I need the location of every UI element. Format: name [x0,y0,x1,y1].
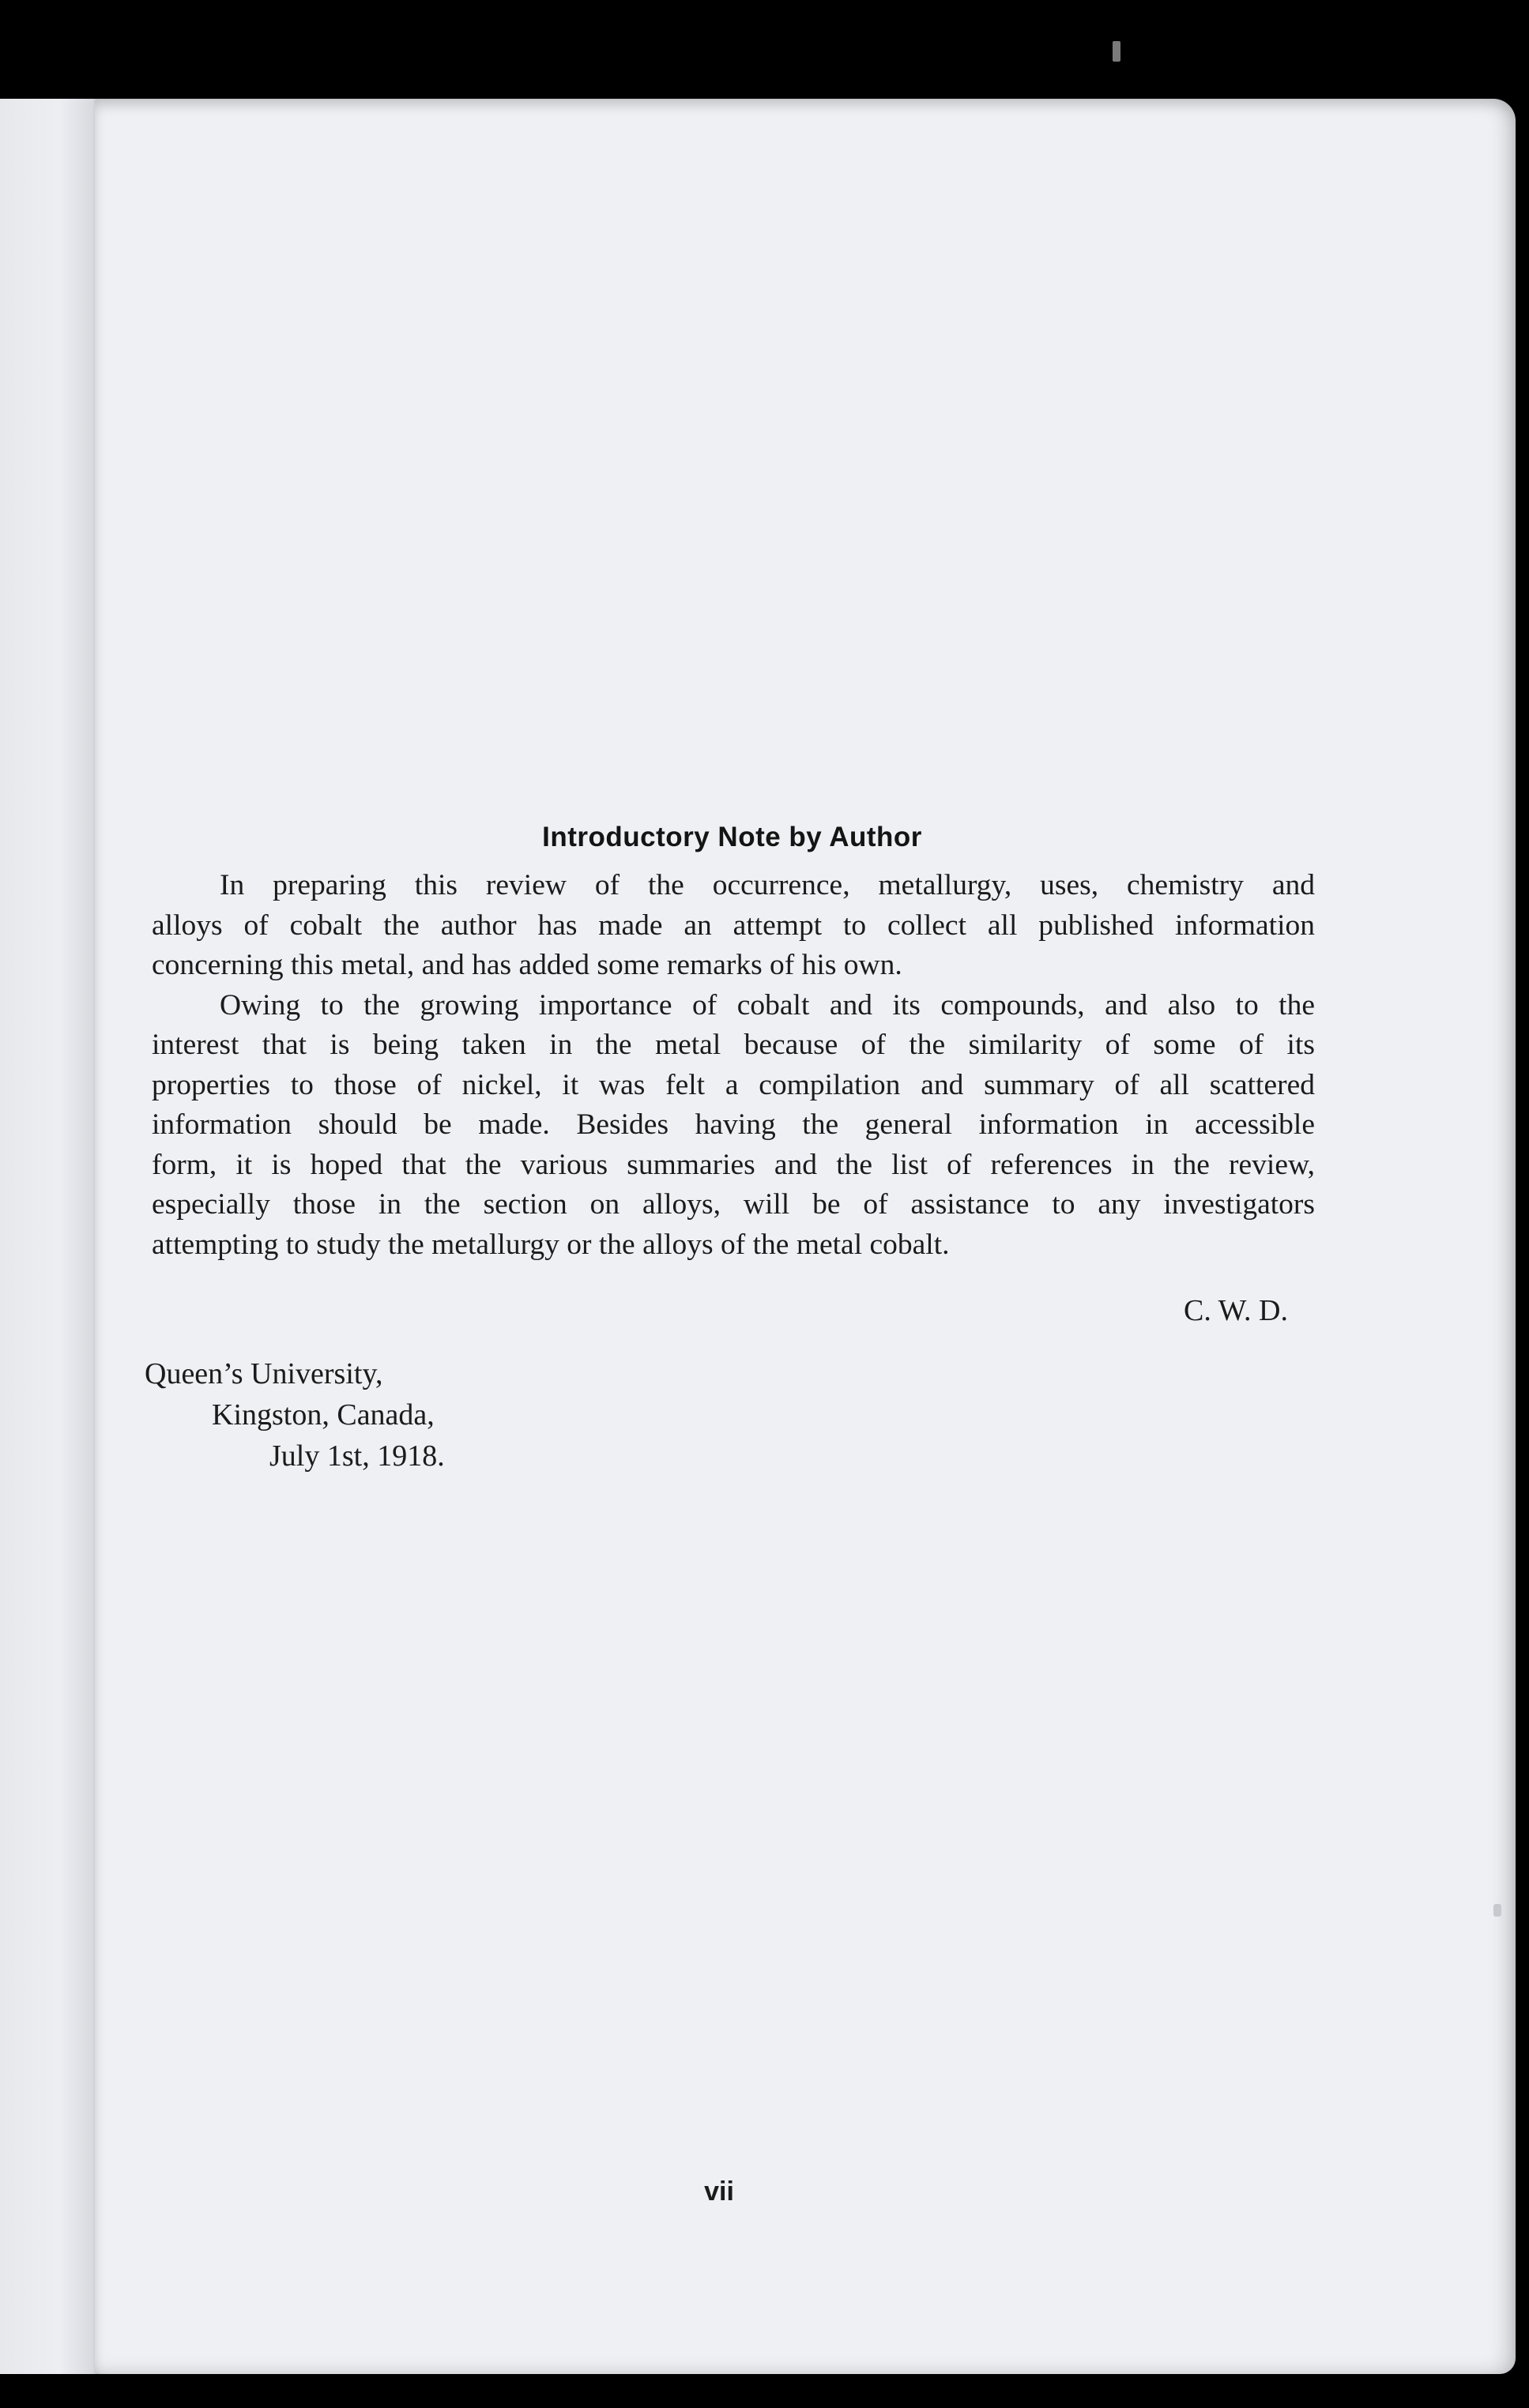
text-line: Owing to the growing importance of cobalt and its compounds, and also to the [220,988,1315,1022]
text-line: interest that is being taken in the metal because of the similarity of some of its [152,1029,1315,1061]
text-line: concerning this metal, and has added some remarks of his own. [152,949,902,981]
page-heading: Introductory Note by Author [542,822,922,852]
body-text [152,866,1315,1265]
text-line: especially those in the section on alloys, will be of assistance to any investigators [152,1188,1315,1221]
address-line: July 1st, 1918. [269,1439,445,1473]
author-signature: C. W. D. [1184,1294,1288,1327]
page-edge-mark [1493,1904,1501,1917]
address-line: Kingston, Canada, [212,1398,435,1432]
text-line: properties to those of nickel, it was felt a compilation and summary of all scattered [152,1068,1315,1101]
address-line: Queen’s University, [145,1357,383,1390]
page-number: vii [704,2177,734,2207]
text-line: form, it is hoped that the various summaries and the list of references in the review, [152,1148,1315,1181]
text-line: In preparing this review of the occurrence, metallurgy, uses, chemistry and [220,869,1315,901]
address-block [145,1353,445,1477]
text-line: attempting to study the metallurgy or the alloys of the metal cobalt. [152,1228,950,1261]
text-line: information should be made. Besides having the general information in accessible [152,1108,1315,1141]
text-line: alloys of cobalt the author has made an attempt to collect all published information [152,909,1315,942]
scan-speck [1113,41,1120,62]
